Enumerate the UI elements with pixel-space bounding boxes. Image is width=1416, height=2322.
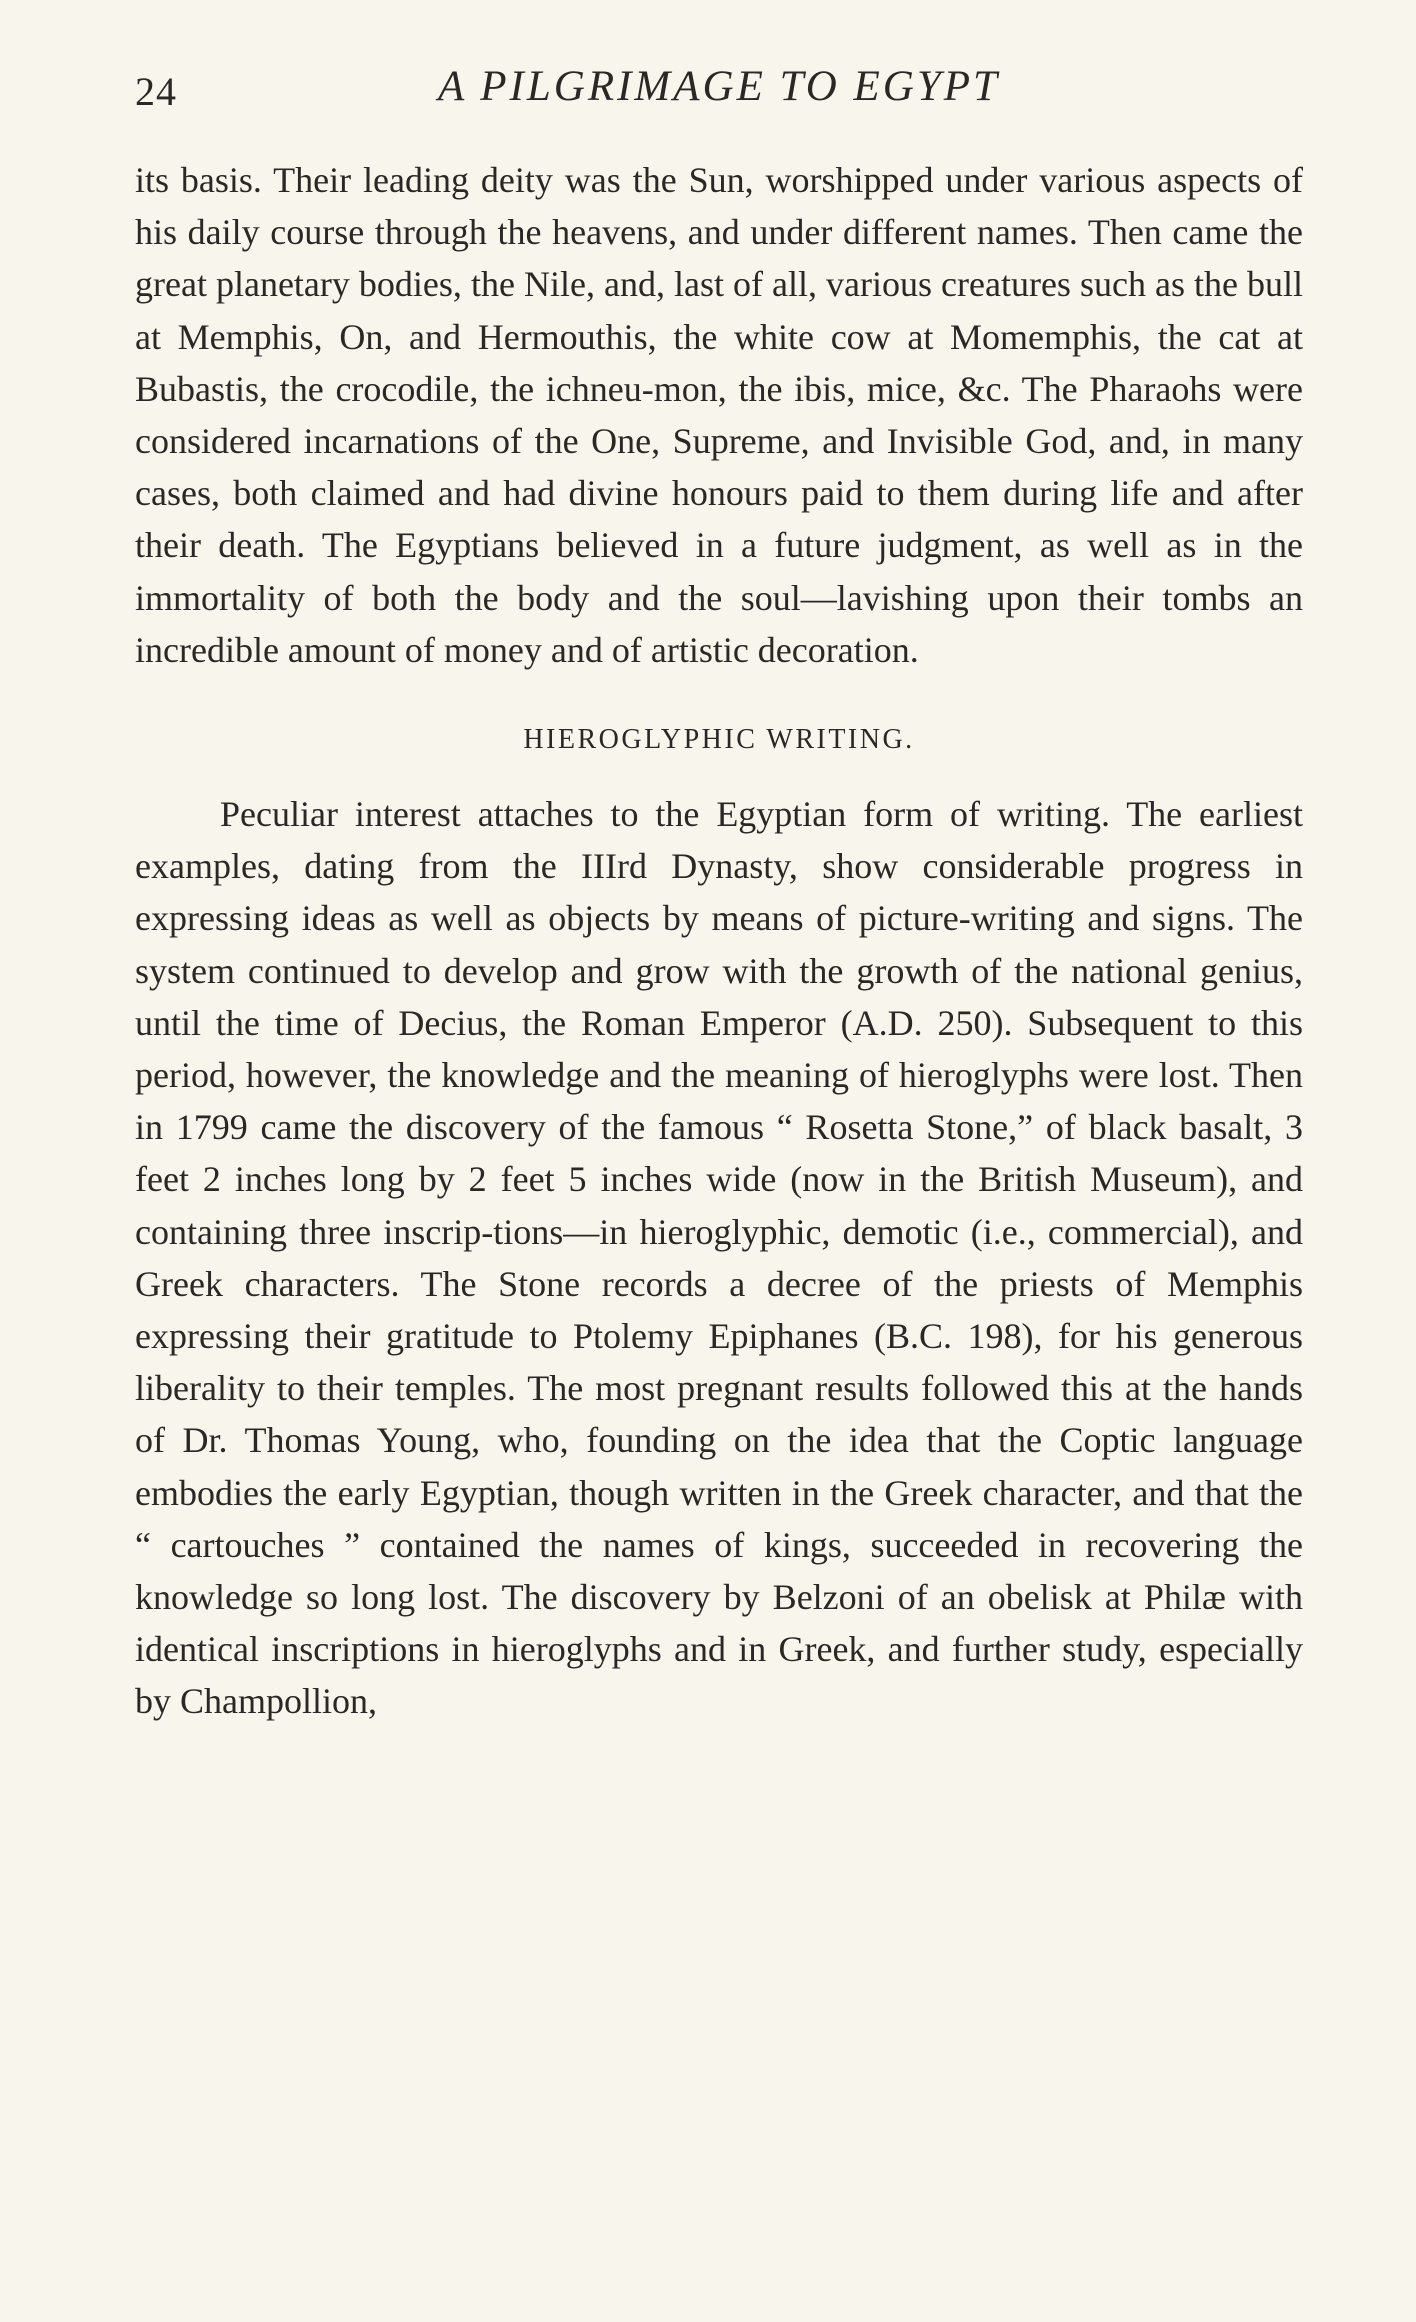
book-page	[135, 58, 1303, 1728]
section-heading: HIEROGLYPHIC WRITING.	[523, 724, 915, 756]
body-paragraph-1: its basis. Their leading deity was the Sun, worshipped under various aspects of his daily course through the heavens, and under different names. Then came the great planetary bodies, the Nile, and, last of all, various creatures such as the bull at Memphis, On, and Hermouthis, the white cow at Momemphis, the cat at Bubastis, the crocodile, the ichneu-mon, the ibis, mice, &c. The Pharaohs were considered incarnations of the One, Supreme, and Invisible God, and, in many cases, both claimed and had divine honours paid to them during life and after their death. The Egyptians believed in a future judgment, as well as in the immortality of both the body and the soul—lavishing upon their tombs an incredible amount of money and of artistic decoration.	[135, 160, 1303, 670]
body-paragraph-2: Peculiar interest attaches to the Egyptian form of writing. The earliest examples, dating from the IIIrd Dynasty, show considerable progress in expressing ideas as well as objects by means of picture-writing and signs. The system continued to develop and grow with the growth of the national genius, until the time of Decius, the Roman Emperor (A.D. 250). Subsequent to this period, however, the knowledge and the meaning of hieroglyphs were lost. Then in 1799 came the discovery of the famous “ Rosetta Stone,” of black basalt, 3 feet 2 inches long by 2 feet 5 inches wide (now in the British Museum), and containing three inscrip-tions—in hieroglyphic, demotic (i.e., commercial), and Greek characters. The Stone records a decree of the priests of Memphis expressing their gratitude to Ptolemy Epiphanes (B.C. 198), for his generous liberality to their temples. The most pregnant results followed this at the hands of Dr. Thomas Young, who, founding on the idea that the Coptic language embodies the early Egyptian, though written in the Greek character, and that the “ cartouches ” contained the names of kings, succeeded in recovering the knowledge so long lost. The discovery by Belzoni of an obelisk at Philæ with identical inscriptions in hieroglyphs and in Greek, and further study, especially by Champollion,	[135, 794, 1303, 1722]
running-head	[135, 58, 1303, 118]
running-title: A PILGRIMAGE TO EGYPT	[438, 63, 1000, 110]
page-number: 24	[135, 69, 177, 114]
